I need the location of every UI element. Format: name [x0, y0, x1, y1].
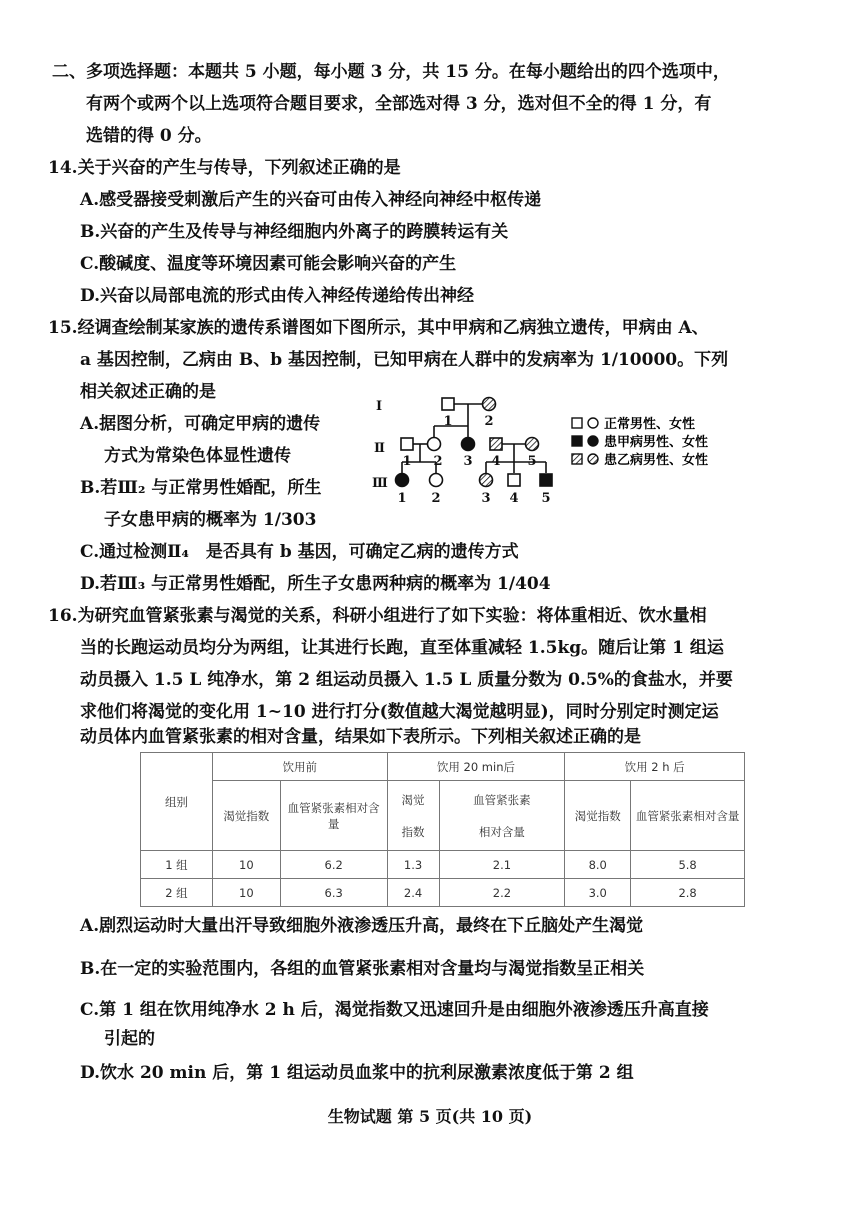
table-header-after20: 饮用 20 min后 [387, 753, 565, 781]
section-header-line3: 选错的得 0 分。 [86, 126, 212, 146]
page-footer: 生物试题 第 5 页(共 10 页) [327, 1107, 533, 1126]
pedigree-iii3-disease-b-female [480, 474, 493, 487]
pedigree-iii5-disease-a-male [540, 474, 552, 486]
pedigree-ii3-disease-a-female [462, 438, 475, 451]
q14-stem: 14.关于兴奋的产生与传导，下列叙述正确的是 [48, 158, 401, 178]
pedigree-i1-normal-male [442, 398, 454, 410]
table-subheader-angiotensin-20min [439, 781, 565, 851]
pedigree-ii2-normal-female [428, 438, 441, 451]
table-subheader-thirst-20min [387, 781, 439, 851]
table-cell-group: 2 组 [141, 879, 213, 907]
pedigree-num-i2: 2 [484, 414, 494, 429]
index-word: 指数 [401, 824, 425, 839]
table-cell-group: 1 组 [141, 851, 213, 879]
table-cell: 2.4 [387, 879, 439, 907]
angiotensin-word: 血管紧张素 [473, 792, 531, 807]
pedigree-num-i1: 1 [443, 414, 453, 429]
thirst-word: 渴觉 [401, 792, 425, 807]
table-cell: 8.0 [565, 851, 631, 879]
q16-option-a: A.剧烈运动时大量出汗导致细胞外液渗透压升高，最终在下丘脑处产生渴觉 [80, 916, 644, 936]
q15-option-a-line1: A.据图分析，可确定甲病的遗传 [80, 414, 321, 434]
q16-option-c-line2: 引起的 [104, 1029, 155, 1049]
pedigree-ii5-disease-b-female [526, 438, 539, 451]
table-cell: 2.2 [439, 879, 565, 907]
table-header-before: 饮用前 [212, 753, 387, 781]
q16-stem-line5: 动员体内血管紧张素的相对含量，结果如下表所示。下列相关叙述正确的是 [80, 727, 641, 747]
pedigree-num-ii1: 1 [402, 454, 412, 469]
section-header-line2: 有两个或两个以上选项符合题目要求，全部选对得 3 分，选对但不全的得 1 分，有 [86, 94, 712, 114]
q15-option-b-line2: 子女患甲病的概率为 1/303 [104, 510, 317, 530]
pedigree-num-iii1: 1 [397, 491, 407, 506]
table-cell: 1.3 [387, 851, 439, 879]
table-subheader-thirst: 渴觉指数 [212, 781, 280, 851]
q15-stem-line2: a 基因控制，乙病由 B、b 基因控制，已知甲病在人群中的发病率为 1/10000。下列 [80, 350, 729, 370]
table-cell: 2.8 [631, 879, 745, 907]
pedigree-num-iii5: 5 [541, 491, 551, 506]
table-row [141, 851, 745, 879]
q15-stem-line3: 相关叙述正确的是 [80, 382, 216, 402]
pedigree-num-ii2: 2 [433, 454, 443, 469]
table-cell: 3.0 [565, 879, 631, 907]
q16-stem-line2: 当的长跑运动员均分为两组，让其进行长跑，直至体重减轻 1.5kg。随后让第 1 组运 [80, 638, 724, 658]
pedigree-num-ii4: 4 [491, 454, 501, 469]
pedigree-num-iii3: 3 [481, 491, 491, 506]
pedigree-num-iii2: 2 [431, 491, 441, 506]
table-subheader-angiotensin-2h: 血管紧张素相对含量 [631, 781, 745, 851]
generation-label-ii: Ⅱ [374, 441, 385, 456]
q15-option-a-line2: 方式为常染色体显性遗传 [104, 446, 291, 466]
q16-data-table [140, 752, 745, 907]
section-header-line1: 二、多项选择题：本题共 5 小题，每小题 3 分，共 15 分。在每小题给出的四个选项中， [52, 62, 730, 82]
table-header-after2h: 饮用 2 h 后 [565, 753, 745, 781]
pedigree-iii2-normal-female [430, 474, 443, 487]
generation-label-i: Ⅰ [376, 399, 383, 414]
q16-stem-line4: 求他们将渴觉的变化用 1~10 进行打分(数值越大渴觉越明显)，同时分别定时测定运 [80, 702, 719, 722]
pedigree-ii1-normal-male [401, 438, 413, 450]
pedigree-num-ii3: 3 [463, 454, 473, 469]
q16-stem-line3: 动员摄入 1.5 L 纯净水，第 2 组运动员摄入 1.5 L 质量分数为 0.5%的食盐水，并要 [80, 670, 733, 690]
table-subheader-angiotensin: 血管紧张素相对含量 [280, 781, 387, 851]
table-cell: 10 [212, 879, 280, 907]
table-cell: 10 [212, 851, 280, 879]
generation-label-iii: Ⅲ [372, 476, 388, 491]
legend-disease-b: 患乙病男性、女性 [604, 453, 709, 468]
legend-disease-a: 患甲病男性、女性 [604, 435, 709, 450]
pedigree-iii1-disease-a-female [396, 474, 409, 487]
table-row [141, 879, 745, 907]
pedigree-ii4-disease-b-male [490, 438, 502, 450]
legend-normal: 正常男性、女性 [604, 417, 696, 432]
table-cell: 5.8 [631, 851, 745, 879]
q15-option-d: D.若Ⅲ₃ 与正常男性婚配，所生子女患两种病的概率为 1/404 [80, 574, 551, 594]
pedigree-iii4-normal-male [508, 474, 520, 486]
q14-option-d: D.兴奋以局部电流的形式由传入神经传递给传出神经 [80, 286, 475, 306]
q15-option-c: C.通过检测Ⅱ₄ 是否具有 b 基因，可确定乙病的遗传方式 [80, 542, 519, 562]
q15-stem-line1: 15.经调查绘制某家族的遗传系谱图如下图所示，其中甲病和乙病独立遗传，甲病由 A、 [48, 318, 709, 338]
pedigree-num-iii4: 4 [509, 491, 519, 506]
q14-option-a: A.感受器接受刺激后产生的兴奋可由传入神经向神经中枢传递 [80, 190, 542, 210]
q16-option-d: D.饮水 20 min 后，第 1 组运动员血浆中的抗利尿激素浓度低于第 2 组 [80, 1063, 634, 1083]
q16-stem-line1: 16.为研究血管紧张素与渴觉的关系，科研小组进行了如下实验：将体重相近、饮水量相 [48, 606, 707, 626]
table-header-group: 组别 [141, 753, 213, 851]
pedigree-num-ii5: 5 [527, 454, 537, 469]
q14-option-b: B.兴奋的产生及传导与神经细胞内外离子的跨膜转运有关 [80, 222, 509, 242]
q16-option-c-line1: C.第 1 组在饮用纯净水 2 h 后，渴觉指数又迅速回升是由细胞外液渗透压升高直接 [80, 1000, 709, 1020]
table-cell: 2.1 [439, 851, 565, 879]
table-cell: 6.2 [280, 851, 387, 879]
table-cell: 6.3 [280, 879, 387, 907]
q16-option-b: B.在一定的实验范围内，各组的血管紧张素相对含量均与渴觉指数呈正相关 [80, 959, 645, 979]
q15-option-b-line1: B.若Ⅲ₂ 与正常男性婚配，所生 [80, 478, 322, 498]
q14-option-c: C.酸碱度、温度等环境因素可能会影响兴奋的产生 [80, 254, 457, 274]
pedigree-i2-disease-b-female [483, 398, 496, 411]
table-subheader-thirst-2h: 渴觉指数 [565, 781, 631, 851]
pedigree-diagram [370, 392, 750, 507]
relative-content-word: 相对含量 [478, 824, 525, 839]
